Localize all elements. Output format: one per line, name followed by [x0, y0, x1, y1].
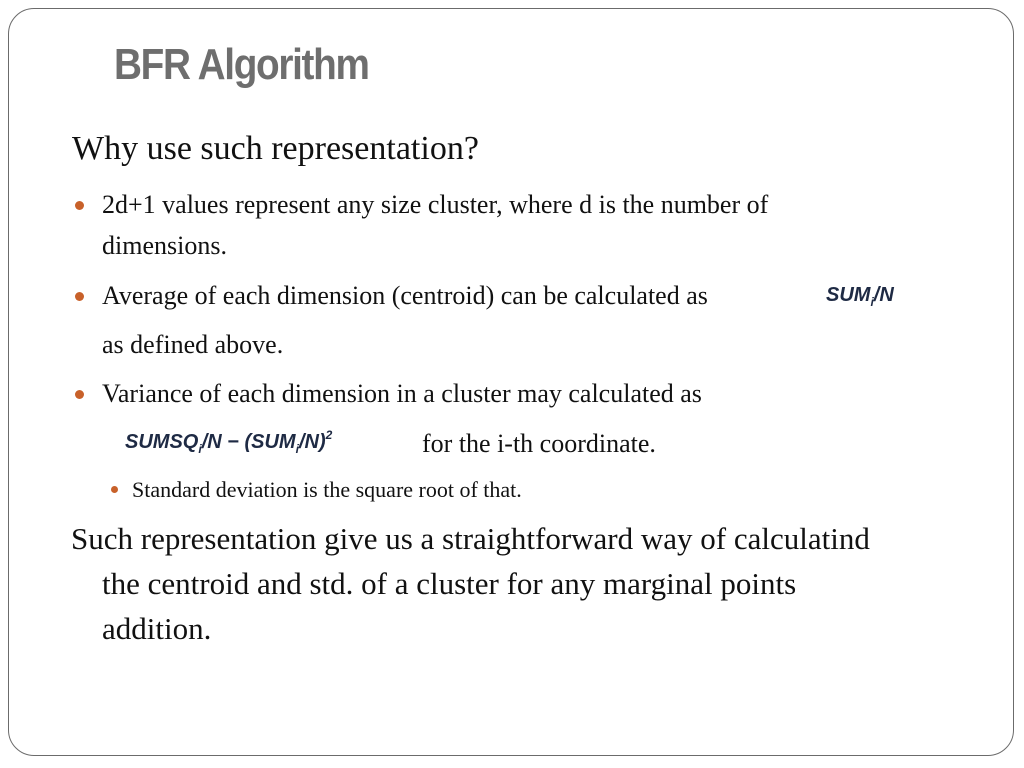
bullet-3-line-1: Variance of each dimension in a cluster may calculated as — [102, 379, 702, 408]
sub-bullet-dot-icon — [111, 486, 118, 493]
bullet-dot-icon — [75, 390, 84, 399]
bullet-dot-icon — [75, 201, 84, 210]
bullet-1-line-1: 2d+1 values represent any size cluster, where d is the number of — [102, 190, 769, 219]
sub-bullet-text: Standard deviation is the square root of that. — [132, 477, 522, 502]
centroid-formula: $SUM_i/N$ — [826, 284, 894, 309]
variance-formula: $SUMSQ_i/N - (SUM_i/N)^2$ — [125, 428, 333, 456]
bullet-dot-icon — [75, 292, 84, 301]
paragraph-line-2: the centroid and std. of a cluster for any marginal points — [102, 566, 797, 601]
paragraph-line-3: addition. — [102, 611, 212, 646]
bullet-3-line-2: for the i-th coordinate. — [422, 429, 656, 458]
paragraph-line-1: Such representation give us a straightforward way of calculatind — [71, 521, 870, 556]
bullet-2-line-1: Average of each dimension (centroid) can be calculated as — [102, 281, 708, 310]
bullet-1-line-2: dimensions. — [102, 231, 227, 260]
section-heading: Why use such representation? — [72, 130, 479, 167]
slide-title: BFR Algorithm — [114, 40, 369, 89]
bullet-2-line-2: as defined above. — [102, 330, 284, 359]
